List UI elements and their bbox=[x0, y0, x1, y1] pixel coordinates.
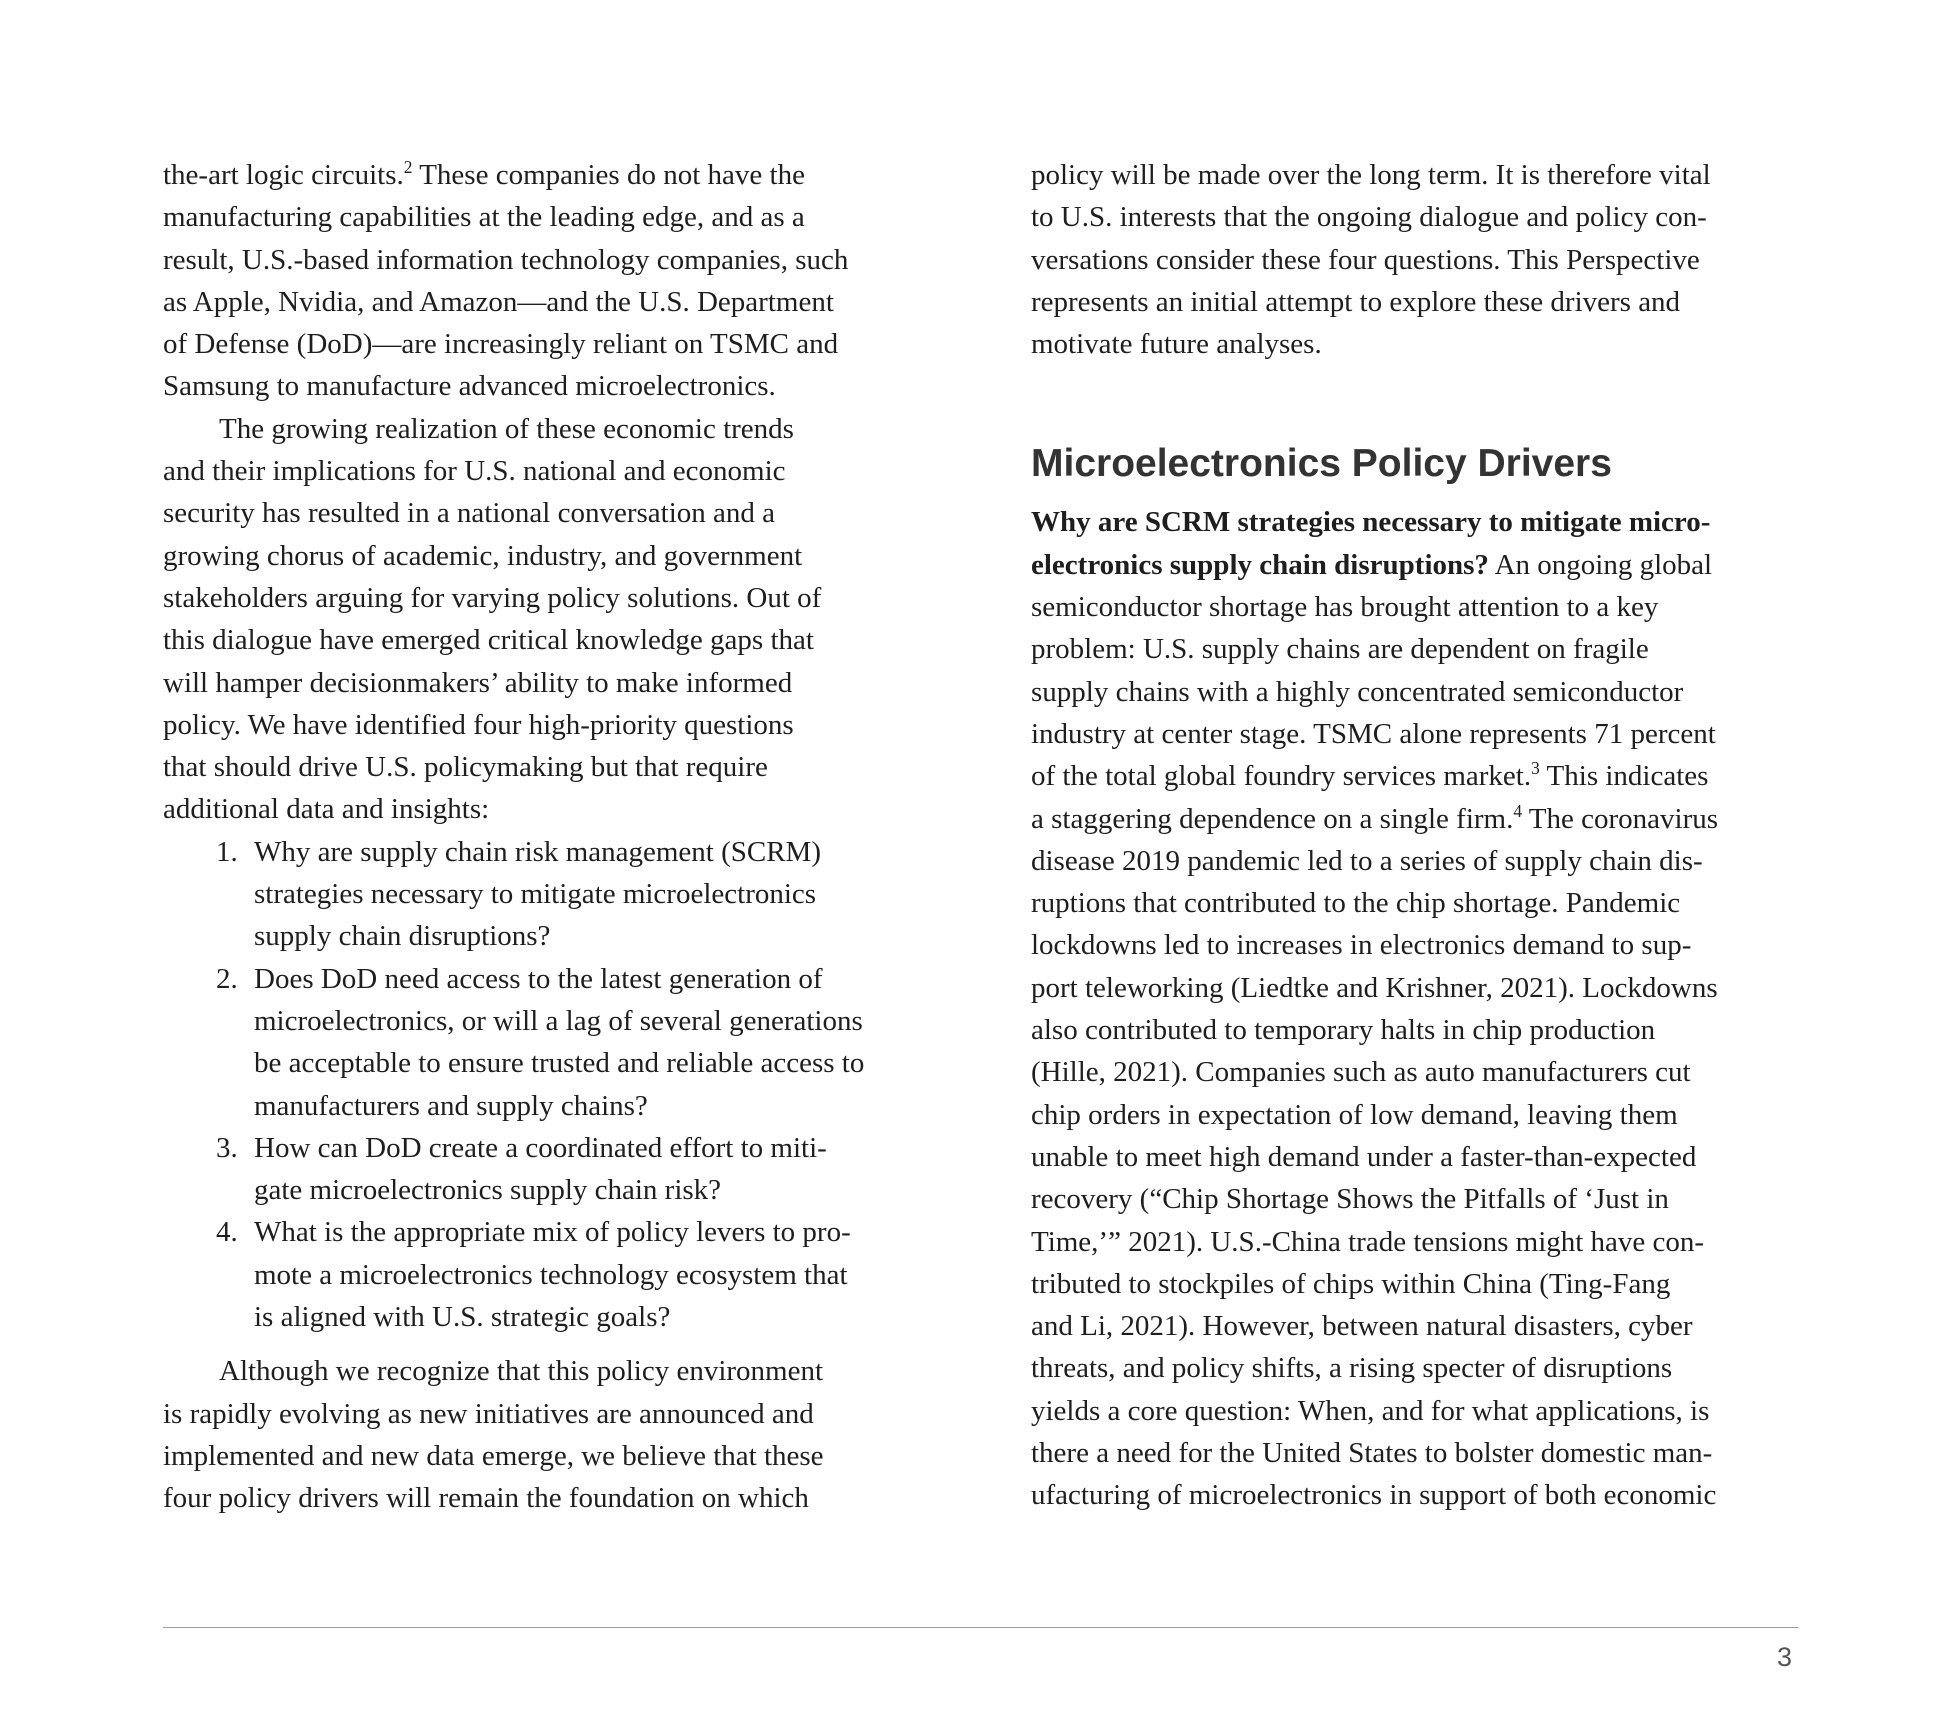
text-line: yields a core question: When, and for what applications, is bbox=[1031, 1394, 1710, 1427]
list-item bbox=[163, 831, 938, 958]
left-column bbox=[163, 154, 938, 1520]
text-line bbox=[1031, 798, 1801, 840]
text-line: lockdowns led to increases in electronics demand to sup- bbox=[1031, 929, 1692, 962]
text-fragment: of the total global foundry services market. bbox=[1031, 760, 1532, 793]
text-line bbox=[1031, 544, 1801, 586]
text-line: versations consider these four questions. This Perspective bbox=[1031, 243, 1700, 276]
text-fragment: The coronavirus bbox=[1528, 802, 1719, 835]
text-fragment: These companies do not have the bbox=[419, 159, 805, 191]
text-line: ruptions that contributed to the chip shortage. Pandemic bbox=[1031, 887, 1681, 920]
text-line: problem: U.S. supply chains are dependent on fragile bbox=[1031, 633, 1649, 666]
paragraph-realization bbox=[163, 408, 938, 831]
text-line: and Li, 2021). However, between natural disasters, cyber bbox=[1031, 1310, 1693, 1343]
text-line: policy. We have identified four high-priority questions bbox=[163, 708, 794, 741]
footer-divider bbox=[163, 1627, 1798, 1628]
text-line: unable to meet high demand under a faster-than-expected bbox=[1031, 1140, 1697, 1173]
text-fragment: the-art logic circuits. bbox=[163, 159, 404, 191]
lead-question-line: electronics supply chain disruptions? bbox=[1031, 548, 1489, 581]
list-item bbox=[163, 1127, 938, 1212]
section-heading: Microelectronics Policy Drivers bbox=[1031, 442, 1612, 486]
footnote-ref-3[interactable]: 3 bbox=[1531, 758, 1540, 779]
text-line: supply chains with a highly concentrated semiconductor bbox=[1031, 675, 1684, 708]
text-line: industry at center stage. TSMC alone represents 71 percent bbox=[1031, 717, 1716, 750]
text-line: will hamper decisionmakers’ ability to make informed bbox=[163, 666, 793, 699]
text-line: there a need for the United States to bolster domestic man- bbox=[1031, 1437, 1713, 1470]
paragraph-although bbox=[163, 1350, 938, 1519]
text-line: semiconductor shortage has brought attention to a key bbox=[1031, 591, 1659, 624]
text-line: Time,’” 2021). U.S.-China trade tensions might have con- bbox=[1031, 1225, 1705, 1258]
list-item bbox=[163, 958, 938, 1127]
questions-list bbox=[163, 831, 938, 1339]
text-line: What is the appropriate mix of policy levers to pro- bbox=[254, 1216, 851, 1249]
text-line: is aligned with U.S. strategic goals? bbox=[254, 1301, 671, 1334]
text-line: How can DoD create a coordinated effort to miti- bbox=[254, 1131, 827, 1164]
text-line bbox=[163, 154, 938, 196]
text-line: manufacturers and supply chains? bbox=[254, 1089, 648, 1122]
paragraph-continued bbox=[163, 154, 938, 408]
text-line: is rapidly evolving as new initiatives are announced and bbox=[163, 1397, 814, 1430]
text-line: microelectronics, or will a lag of several generations bbox=[254, 1004, 863, 1037]
text-line: represents an initial attempt to explore these drivers and bbox=[1031, 285, 1681, 318]
footnote-ref-2[interactable]: 2 bbox=[403, 157, 413, 178]
text-line: four policy drivers will remain the foundation on which bbox=[163, 1482, 809, 1515]
text-line: threats, and policy shifts, a rising specter of disruptions bbox=[1031, 1352, 1673, 1385]
text-line: disease 2019 pandemic led to a series of supply chain dis- bbox=[1031, 844, 1703, 877]
list-number: 2. bbox=[216, 962, 238, 995]
text-line: additional data and insights: bbox=[163, 793, 490, 826]
list-number: 3. bbox=[216, 1131, 238, 1164]
text-line: implemented and new data emerge, we believe that these bbox=[163, 1439, 824, 1472]
list-number: 1. bbox=[216, 835, 238, 868]
page-number: 3 bbox=[1776, 1642, 1792, 1672]
text-line: result, U.S.-based information technology companies, such bbox=[163, 243, 849, 276]
text-line: port teleworking (Liedtke and Krishner, 2021). Lockdowns bbox=[1031, 971, 1718, 1004]
text-line: to U.S. interests that the ongoing dialogue and policy con- bbox=[1031, 201, 1707, 234]
spacer bbox=[1031, 365, 1801, 439]
text-fragment: a staggering dependence on a single firm. bbox=[1031, 802, 1514, 835]
text-line: policy will be made over the long term. It is therefore vital bbox=[1031, 159, 1711, 191]
text-line: tributed to stockpiles of chips within China (Ting-Fang bbox=[1031, 1267, 1671, 1300]
list-number: 4. bbox=[216, 1216, 238, 1249]
text-line: mote a microelectronics technology ecosystem that bbox=[254, 1258, 848, 1291]
lead-question-line: Why are SCRM strategies necessary to mitigate micro- bbox=[1031, 506, 1711, 539]
text-line: supply chain disruptions? bbox=[254, 920, 551, 953]
text-line: also contributed to temporary halts in chip production bbox=[1031, 1014, 1656, 1047]
text-fragment: This indicates bbox=[1546, 760, 1709, 793]
text-line: Does DoD need access to the latest generation of bbox=[254, 962, 823, 995]
text-line: be acceptable to ensure trusted and reliable access to bbox=[254, 1047, 865, 1080]
text-line: The growing realization of these economic trends bbox=[219, 412, 794, 445]
paragraph-scrm bbox=[1031, 501, 1801, 1516]
text-line: motivate future analyses. bbox=[1031, 328, 1322, 361]
text-line: stakeholders arguing for varying policy solutions. Out of bbox=[163, 581, 822, 614]
text-line: Although we recognize that this policy environment bbox=[219, 1355, 824, 1388]
text-line: Why are supply chain risk management (SCRM) bbox=[254, 835, 821, 868]
text-line: this dialogue have emerged critical knowledge gaps that bbox=[163, 624, 814, 657]
text-line: ufacturing of microelectronics in support of both economic bbox=[1031, 1479, 1717, 1512]
text-line: Samsung to manufacture advanced microelectronics. bbox=[163, 370, 776, 403]
list-item bbox=[163, 1211, 938, 1338]
text-line: as Apple, Nvidia, and Amazon—and the U.S. Department bbox=[163, 285, 834, 318]
text-fragment: An ongoing global bbox=[1494, 548, 1713, 581]
text-line: strategies necessary to mitigate microelectronics bbox=[254, 878, 817, 911]
text-line: recovery (“Chip Shortage Shows the Pitfalls of ‘Just in bbox=[1031, 1183, 1669, 1216]
text-line bbox=[1031, 755, 1801, 797]
spacer bbox=[163, 1338, 938, 1350]
text-line: (Hille, 2021). Companies such as auto manufacturers cut bbox=[1031, 1056, 1691, 1089]
paragraph-policy-long-term bbox=[1031, 154, 1801, 365]
right-column bbox=[1031, 154, 1801, 1517]
text-line: that should drive U.S. policymaking but that require bbox=[163, 751, 768, 784]
text-line: gate microelectronics supply chain risk? bbox=[254, 1174, 722, 1207]
text-line: growing chorus of academic, industry, and government bbox=[163, 539, 803, 572]
text-line: security has resulted in a national conversation and a bbox=[163, 497, 776, 530]
footnote-ref-4[interactable]: 4 bbox=[1513, 800, 1523, 821]
text-line: manufacturing capabilities at the leading edge, and as a bbox=[163, 201, 805, 234]
text-line: and their implications for U.S. national and economic bbox=[163, 455, 786, 488]
text-line: chip orders in expectation of low demand, leaving them bbox=[1031, 1098, 1678, 1131]
text-line: of Defense (DoD)—are increasingly reliant on TSMC and bbox=[163, 328, 839, 361]
